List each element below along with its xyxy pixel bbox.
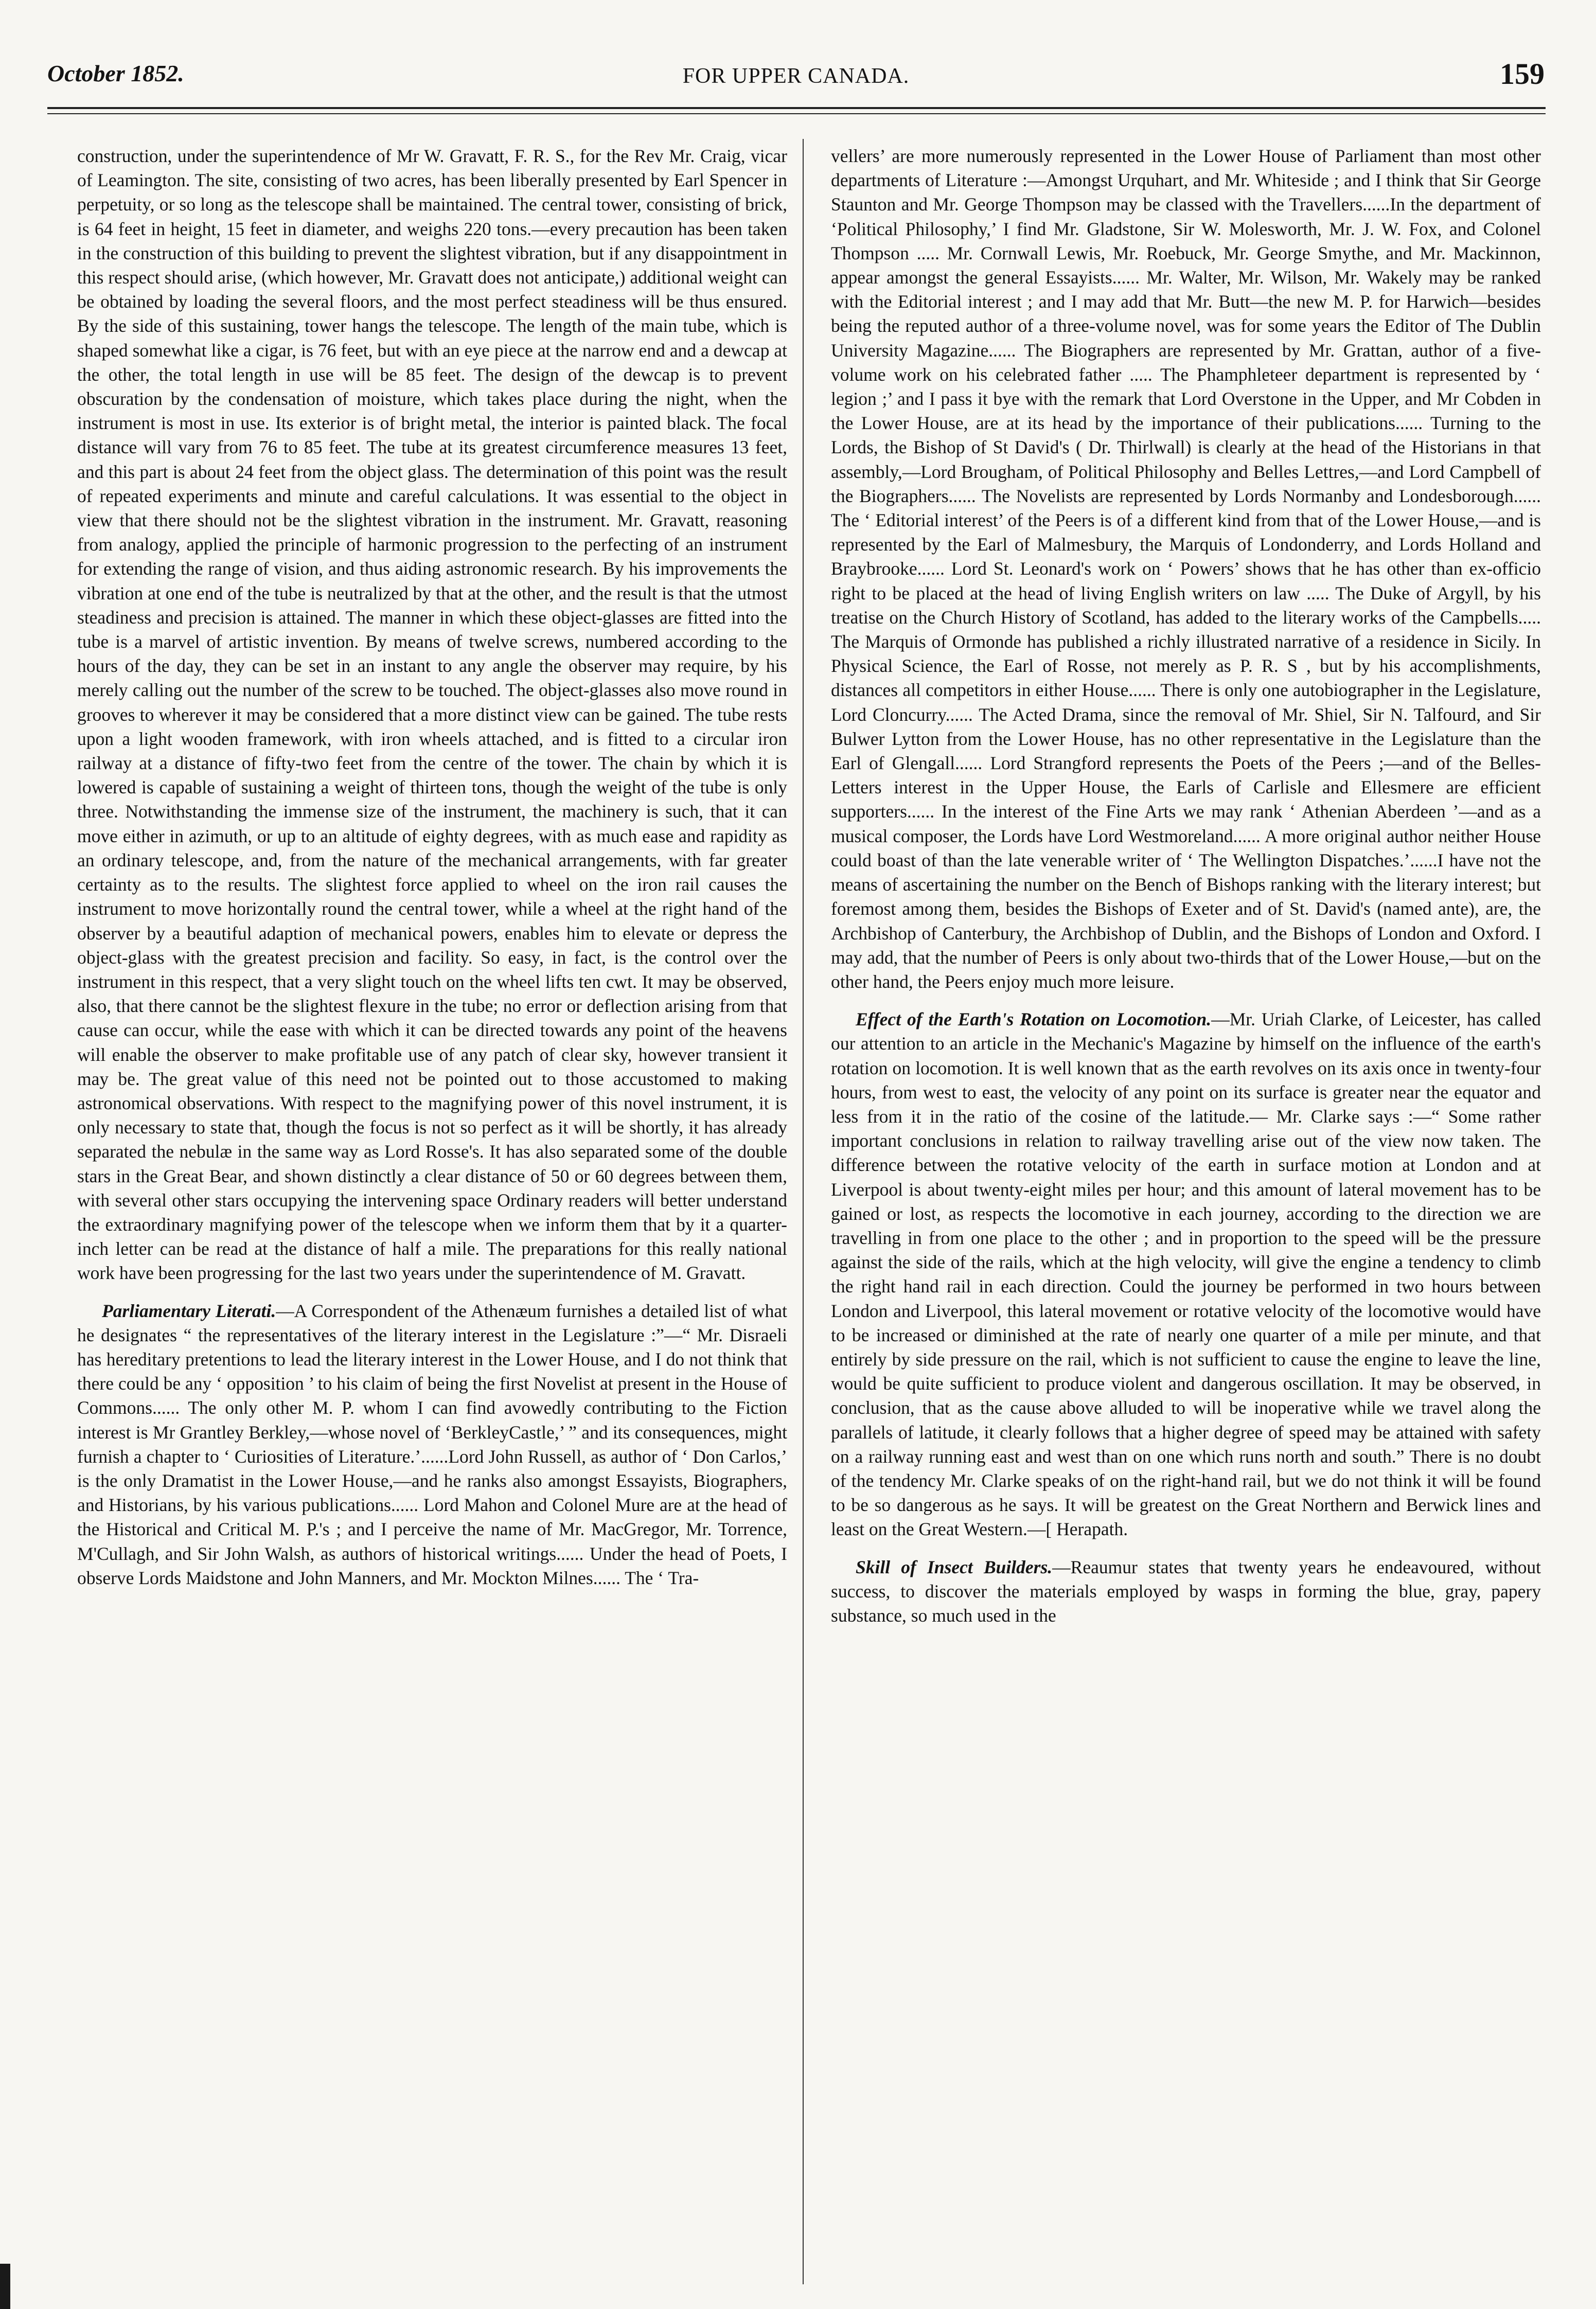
parliamentary-literati-article — [77, 1299, 787, 1590]
article-heading: Effect of the Earth's Rotation on Locomotion. — [856, 1009, 1212, 1030]
page-number: 159 — [1500, 57, 1545, 91]
header-rule-thin — [47, 113, 1546, 114]
issue-date: October 1852. — [47, 60, 184, 86]
header-rule — [47, 107, 1546, 109]
article-body: —A Correspondent of the Athenæum furnishes a detailed list of what he designates “ the representatives of the literary interest in the Legislature :”—“ Mr. Disraeli has hereditary pretentions to lead the literary interest in the Lower House, and I do not think that there could be any ‘ opposition ’ to his claim of being the first Novelist at present in the House of Commons...... The only other M. P. whom I can find avowedly contributing to the Fiction interest is Mr Grantley Berkley,—whose novel of ‘BerkleyCastle,’ ” and its consequences, might furnish a chapter to ‘ Curiosities of Literature.’......Lord John Russell, as author of ‘ Don Carlos,’ is the only Dramatist in the Lower House,—and he ranks also amongst Essayists, Biographers, and Historians, by his various publications...... Lord Mahon and Colonel Mure are at the head of the Historical and Critical M. P.'s ; and I perceive the name of Mr. MacGregor, Mr. Torrence, M'Cullagh, and Sir John Walsh, as authors of historical writings...... Under the head of Poets, I observe Lords Maidstone and John Manners, and Mr. Mockton Milnes...... The ‘ Tra- — [77, 1300, 787, 1588]
article-heading: Skill of Insect Builders. — [856, 1556, 1053, 1577]
earth-rotation-article — [831, 1007, 1541, 1541]
article-heading: Parliamentary Literati. — [102, 1300, 276, 1321]
left-column — [77, 144, 787, 2274]
literati-article-continuation: vellers’ are more numerously represented in the Lower House of Parliament than most other departments of Literature :—Amongst Urquhart, and Mr. Whiteside ; and I think that Sir George Staunton and Mr. George Thompson may be classed with the Travellers......In the department of ‘Political Philosophy,’ I find Mr. Gladstone, Sir W. Molesworth, Mr. J. W. Fox, and Colonel Thompson ..... Mr. Cornwall Lewis, Mr. Roebuck, Mr. George Smythe, and Mr. Mackinnon, appear amongst the general Essayists...... Mr. Walter, Mr. Wilson, Mr. Wakely may be ranked with the Editorial interest ; and I may add that Mr. Butt—the new M. P. for Harwich—besides being the reputed author of a three-volume novel, was for some years the Editor of The Dublin University Magazine...... The Biographers are represented by Mr. Grattan, author of a five-volume work on his celebrated father ..... The Phamphleteer department is represented by ‘ legion ;’ and I pass it bye with the remark that Lord Overstone in the Upper, and Mr Cobden in the Lower House, are at its head by the importance of their publications...... Turning to the Lords, the Bishop of St David's ( Dr. Thirlwall) is clearly at the head of the Historians in that assembly,—Lord Brougham, of Political Philosophy and Belles Lettres,—and Lord Campbell of the Biographers...... The Novelists are represented by Lords Normanby and Londesborough...... The ‘ Editorial interest’ of the Peers is of a different kind from that of the Lower House,—and is represented by the Earl of Malmesbury, the Marquis of Londonderry, and Lords Holland and Braybrooke...... Lord St. Leonard's work on ‘ Powers’ shows that he has other than ex-officio right to be placed at the head of living English writers on law ..... The Duke of Argyll, by his treatise on the Church History of Scotland, has added to the literary works of the Campbells..... The Marquis of Ormonde has published a richly illustrated narrative of a residence in Sicily. In Physical Science, the Earl of Rosse, not merely as P. R. S , but by his accomplishments, distances all competitors in either House...... There is only one autobiographer in the Legislature, Lord Cloncurry...... The Acted Drama, since the removal of Mr. Shiel, Sir N. Talfourd, and Sir Bulwer Lytton from the Lower House, has no other representative in the Legislature than the Earl of Glengall...... Lord Strangford represents the Poets of the Peers ;—and of the Belles-Letters interest in the Upper House, the Earls of Carlisle and Ellesmere are efficient supporters...... In the interest of the Fine Arts we may rank ‘ Athenian Aberdeen ’—and as a musical composer, the Lords have Lord Westmoreland...... A more original author neither House could boast of than the late venerable writer of ‘ The Wellington Dispatches.’......I have not the means of ascertaining the number on the Bench of Bishops ranking with the literary interest; but foremost among them, besides the Bishops of Exeter and of St. David's (named ante), are, the Archbishop of Canterbury, the Archbishop of Dublin, and the Bishops of London and Oxford. I may add, that the number of Peers is only about two-thirds that of the Lower House,—but on the other hand, the Peers enjoy much more leisure. — [831, 146, 1541, 992]
article-body: —Mr. Uriah Clarke, of Leicester, has called our attention to an article in the Mechanic's Magazine by himself on the influence of the earth's rotation on locomotion. It is well known that as the earth revolves on its axis once in twenty-four hours, from west to east, the velocity of any point on its surface is greater near the equator and less from it in the ratio of the cosine of the latitude.— Mr. Clarke says :—“ Some rather important conclusions in relation to railway travelling arise out of the view now taken. The difference between the rotative velocity of the earth in surface motion at London and at Liverpool is about twenty-eight miles per hour; and this amount of lateral movement has to be gained or lost, as respects the locomotive in each journey, according to the direction we are travelling in from one place to the other ; and in proportion to the speed will be the pressure against the side of the rails, which at the high velocity, will give the engine a tendency to climb the right hand rail in each direction. Could the journey be performed in two hours between London and Liverpool, this lateral movement or rotative velocity of the locomotive would have to be increased or diminished at the rate of nearly one quarter of a mile per minute, and that entirely by side pressure on the rail, which is not sufficient to cause the engine to leave the line, would be quite sufficient to produce violent and dangerous oscillation. It may be observed, in conclusion, that as the cause above alluded to will be inoperative while we travel along the parallels of latitude, it clearly follows that a higher degree of speed may be attained with safety on a railway running east and west than on one which runs north and south.” There is no doubt of the tendency Mr. Clarke speaks of on the right-hand rail, but we do not think it will be found to be so dangerous as he says. It will be greatest on the Great Northern and Berwick lines and least on the Great Western.—[ Herapath. — [831, 1009, 1541, 1540]
telescope-article-continuation: construction, under the superintendence of Mr W. Gravatt, F. R. S., for the Rev Mr. Craig, vicar of Leamington. The site, consisting of two acres, has been liberally presented by Earl Spencer in perpetuity, or so long as the telescope shall be maintained. The central tower, consisting of brick, is 64 feet in height, 15 feet in diameter, and weighs 220 tons.—every precaution has been taken in the construction of this building to prevent the slightest vibration, but if any disappointment in this respect should arise, (which however, Mr. Gravatt does not anticipate,) additional weight can be obtained by loading the several floors, and the most perfect steadiness will be thus ensured. By the side of this sustaining, tower hangs the telescope. The length of the main tube, which is shaped somewhat like a cigar, is 76 feet, but with an eye piece at the narrow end and a dewcap at the other, the total length in use will be 85 feet. The design of the dewcap is to prevent obscuration by the condensation of moisture, which takes place during the night, when the instrument is most in use. Its exterior is of bright metal, the interior is painted black. The focal distance will vary from 76 to 85 feet. The tube at its greatest circumference measures 13 feet, and this part is about 24 feet from the object glass. The determination of this point was the result of repeated experiments and minute and careful calculations. It was essential to the object in view that there should not be the slightest vibration in the instrument. Mr. Gravatt, reasoning from analogy, applied the principle of harmonic progression to the perfecting of an instrument for extending the range of vision, and thus aiding astronomic research. By his improvements the vibration at one end of the tube is neutralized by that at the other, and the result is that the utmost steadiness and precision is attained. The manner in which these object-glasses are fitted into the tube is a marvel of artistic invention. By means of twelve screws, numbered according to the hours of the day, they can be set in an instant to any angle the observer may require, by his merely calling out the number of the screw to be touched. The object-glasses also move round in grooves to wherever it may be considered that a more distinct view can be gained. The tube rests upon a light wooden framework, with iron wheels attached, and is fitted to a circular iron railway at a distance of fifty-two feet from the centre of the tower. The chain by which it is lowered is capable of sustaining a weight of thirteen tons, though the weight of the tube is only three. Notwithstanding the immense size of the instrument, the machinery is such, that it can move either in azimuth, or up to an altitude of eighty degrees, with as much ease and rapidity as an ordinary telescope, and, from the nature of the mechanical arrangements, with far greater certainty as to the results. The slightest force applied to wheel on the iron rail causes the instrument to move horizontally round the central tower, while a wheel at the right hand of the observer by a beautiful adaption of mechanical powers, enables him to elevate or depress the object-glass with the greatest precision and facility. So easy, in fact, is the control over the instrument in this respect, that a very slight touch on the wheel lifts ten cwt. It may be observed, also, that there cannot be the slightest flexure in the tube; no error or deflection arising from that cause can occur, while the ease with which it can be directed towards any point of the heavens will enable the observer to make profitable use of any patch of clear sky, however transient it may be. The great value of this need not be pointed out to those accustomed to making astronomical observations. With respect to the magnifying power of this novel instrument, it is only necessary to state that, though the focus is not so perfect as it will be shortly, it has already separated the nebulæ in the same way as Lord Rosse's. It has also separated some of the double stars in the Great Bear, and shown distinctly a clear distance of 50 or 60 degrees between them, with several other stars occupying the intervening space Ordinary readers will better understand the extraordinary magnifying power of the telescope when we inform them that by it a quarter-inch letter can be read at the distance of half a mile. The preparations for this really national work have been progressing for the last two years under the superintendence of M. Gravatt. — [77, 146, 787, 1284]
right-column — [831, 144, 1541, 2274]
insect-builders-article — [831, 1555, 1541, 1628]
journal-title: FOR UPPER CANADA. — [682, 64, 910, 88]
article-body: —Reaumur states that twenty years he endeavoured, without success, to discover the materials employed by wasps in forming the blue, gray, papery substance, so much used in the — [831, 1556, 1541, 1626]
running-head — [47, 57, 1545, 98]
column-divider — [803, 139, 804, 2284]
binding-edge-mark — [0, 2264, 10, 2309]
